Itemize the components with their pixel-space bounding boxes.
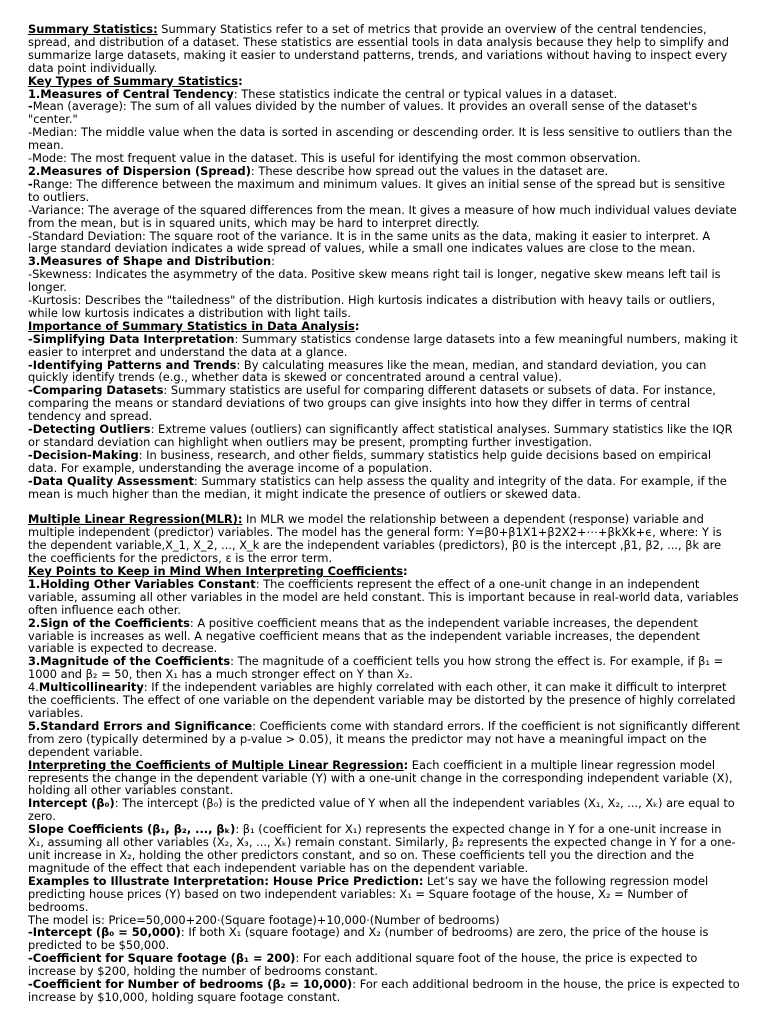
key-types-heading: Key Types of Summary Statistics <box>28 73 239 88</box>
importance-heading: Importance of Summary Statistics in Data Analysis <box>28 318 355 333</box>
keypoints-line: Key Points to Keep in Mind When Interpreting Coefficients: <box>28 564 408 579</box>
mlr-heading: Multiple Linear Regression(MLR): <box>28 512 243 527</box>
interpret-heading: Interpreting the Coefficients of Multiple Linear Regression <box>28 757 404 772</box>
summary-intro-paragraph <box>28 23 740 75</box>
patterns-line: -Identifying Patterns and Trends: By calculating measures like the mean, median, and standard deviation, you can quickly identify trends (e.g., whether data is skewed or concentrated around a central value). <box>28 357 707 385</box>
summary-heading: Summary Statistics: <box>28 22 158 36</box>
simplify-line: -Simplifying Data Interpretation: Summary statistics condense large datasets into a few meaningful numbers, making it easier to interpret and understand the data at a glance. <box>28 331 738 359</box>
example-sqft-line: -Coefficient for Square footage (β₁ = 200): For each additional square foot of the house, the price is expected to increase by $200, holding the number of bedrooms constant. <box>28 951 698 979</box>
central-tendency-line: 1.Measures of Central Tendency: These statistics indicate the central or typical values in a dataset. <box>28 86 618 101</box>
examples-line: Examples to Illustrate Interpretation: House Price Prediction: Let’s say we have the following regression model predicting house prices (Y) based on two independent variables: X₁ = Square footage of the house, X₂ = Number of bedrooms. <box>28 873 709 914</box>
skewness-line: -Skewness: Indicates the asymmetry of the data. Positive skew means right tail is longer, negative skew means left tail is longer. <box>28 267 721 295</box>
model-line: The model is: Price=50,000+200⋅(Square footage)+10,000⋅(Number of bedrooms) <box>28 912 500 927</box>
median-line: -Median: The middle value when the data is sorted in ascending or descending order. It is less sensitive to outliers than the mean. <box>28 125 733 153</box>
intercept-line: Intercept (β₀): The intercept (β₀) is the predicted value of Y when all the independent variables (X₁, X₂, ..., Xₖ) are equal to zero. <box>28 796 735 824</box>
keypoint-4: 4.Multicollinearity: If the independent variables are highly correlated with each other, it can make it difficult to interpret the coefficients. The effect of one variable on the dependent variable may be distorted by the presence of highly correlated variables. <box>28 680 736 721</box>
keypoints-heading: Key Points to Keep in Mind When Interpreting Coefficients <box>28 564 404 579</box>
range-line: -Range: The difference between the maximum and minimum values. It gives an initial sense of the spread but is sensitive to outliers. <box>28 176 726 204</box>
importance-line: Importance of Summary Statistics in Data Analysis: <box>28 318 360 333</box>
mlr-intro-paragraph: Multiple Linear Regression(MLR): In MLR we model the relationship between a dependent (response) variable and multiple independent (predictor) variables. The model has the general form: Y=β0+β1X1+β2X2+⋯+βkXk+ϵ, where: Y is the dependent variable,X_1, X_2, ..., X_k are the independent variables (predictors), β0 is the intercept ,β1, β2, ..., βk are the coefficients for the predictors, ε is the error term. <box>28 512 722 566</box>
mode-line: -Mode: The most frequent value in the dataset. This is useful for identifying the most common observation. <box>28 151 641 166</box>
dispersion-title: 2.Measures of Dispersion (Spread) <box>28 163 251 178</box>
quality-line: -Data Quality Assessment: Summary statistics can help assess the quality and integrity of the data. For example, if the mean is much higher than the median, it might indicate the presence of outliers or skewed data. <box>28 473 727 501</box>
std-line: -Standard Deviation: The square root of the variance. It is in the same units as the data, making it easier to interpret. A large standard deviation indicates a wide spread of values, while a small one indicates values are close to the mean. <box>28 228 711 256</box>
keypoint-1: 1.Holding Other Variables Constant: The coefficients represent the effect of a one-unit change in an independent variable, assuming all other variables in the model are held constant. This is important because in real-world data, variables often influence each other. <box>28 576 739 617</box>
shape-title: 3.Measures of Shape and Distribution <box>28 254 272 269</box>
decision-line: -Decision-Making: In business, research, and other fields, summary statistics help guide decisions based on empirical data. For example, understanding the average income of a population. <box>28 447 712 475</box>
key-types-line: Key Types of Summary Statistics: <box>28 73 243 88</box>
central-tendency-title: 1.Measures of Central Tendency <box>28 86 234 101</box>
comparing-line: -Comparing Datasets: Summary statistics are useful for comparing different datasets or subsets of data. For instance, comparing the means or standard deviations of two groups can give insights into how they differ in terms of central tendency and spread. <box>28 383 716 424</box>
mean-line: -Mean (average): The sum of all values divided by the number of values. It provides an overall sense of the dataset's "center." <box>28 99 698 127</box>
shape-line: 3.Measures of Shape and Distribution: <box>28 254 275 269</box>
outliers-line: -Detecting Outliers: Extreme values (outliers) can significantly affect statistical analyses. Summary statistics like the IQR or standard deviation can highlight when outliers may be present, prompting further investigation. <box>28 422 733 449</box>
example-bedrooms-line: -Coefficient for Number of bedrooms (β₂ = 10,000): For each additional bedroom in the house, the price is expected to increase by $10,000, holding square footage constant. <box>28 977 740 1004</box>
example-intercept-line: -Intercept (β₀ = 50,000): If both X₁ (square footage) and X₂ (number of bedrooms) are zero, the price of the house is predicted to be $50,000. <box>28 925 709 953</box>
kurtosis-line: -Kurtosis: Describes the "tailedness" of the distribution. High kurtosis indicates a distribution with heavy tails or outliers, while low kurtosis indicates a distribution with light tails. <box>28 293 716 320</box>
interpret-line: Interpreting the Coefficients of Multiple Linear Regression: Each coefficient in a multiple linear regression model represents the change in the dependent variable (Y) with a one-unit change in the corresponding independent variable (X), holding all other variables constant. <box>28 757 733 798</box>
dispersion-line: 2.Measures of Dispersion (Spread): These describe how spread out the values in the dataset are. <box>28 163 609 178</box>
variance-line: -Variance: The average of the squared differences from the mean. It gives a measure of how much individual values deviate from the mean, but is in squared units, which may be hard to interpret directly. <box>28 202 737 230</box>
keypoint-5: 5.Standard Errors and Significance: Coefficients come with standard errors. If the coefficient is not significantly different from zero (typically determined by a p-value > 0.05), it means the predictor may not have a meaningful impact on the dependent variable. <box>28 718 740 759</box>
summary-intro: Summary Statistics refer to a set of metrics that provide an overview of the central tendencies, spread, and distribution of a dataset. These statistics are essential tools in data analysis because they help to simplify and summarize large datasets, making it easier to understand patterns, trends, and variations without having to inspect every data point individually. <box>28 22 729 75</box>
slope-line: Slope Coefficients (β₁, β₂, ..., βₖ): β₁ (coefficient for X₁) represents the expected change in Y for a one-unit increase in X₁, assuming all other variables (X₂, X₃, ..., Xₖ) remain constant. Similarly, β₂ represents the expected change in Y for a one-unit increase in X₂, holding the other predictors constant, and so on. These coefficients tell you the direction and the magnitude of the effect that each independent variable has on the dependent variable. <box>28 822 736 875</box>
keypoint-3: 3.Magnitude of the Coefficients: The magnitude of a coefficient tells you how strong the effect is. For example, if β₁ = 1000 and β₂ = 50, then X₁ has a much stronger effect on Y than X₂. <box>28 654 724 682</box>
keypoint-2: 2.Sign of the Coefficients: A positive coefficient means that as the independent variable increases, the dependent variable is increases as well. A negative coefficient means that as the independent variable increases, the dependent variable is expected to decrease. <box>28 615 700 656</box>
